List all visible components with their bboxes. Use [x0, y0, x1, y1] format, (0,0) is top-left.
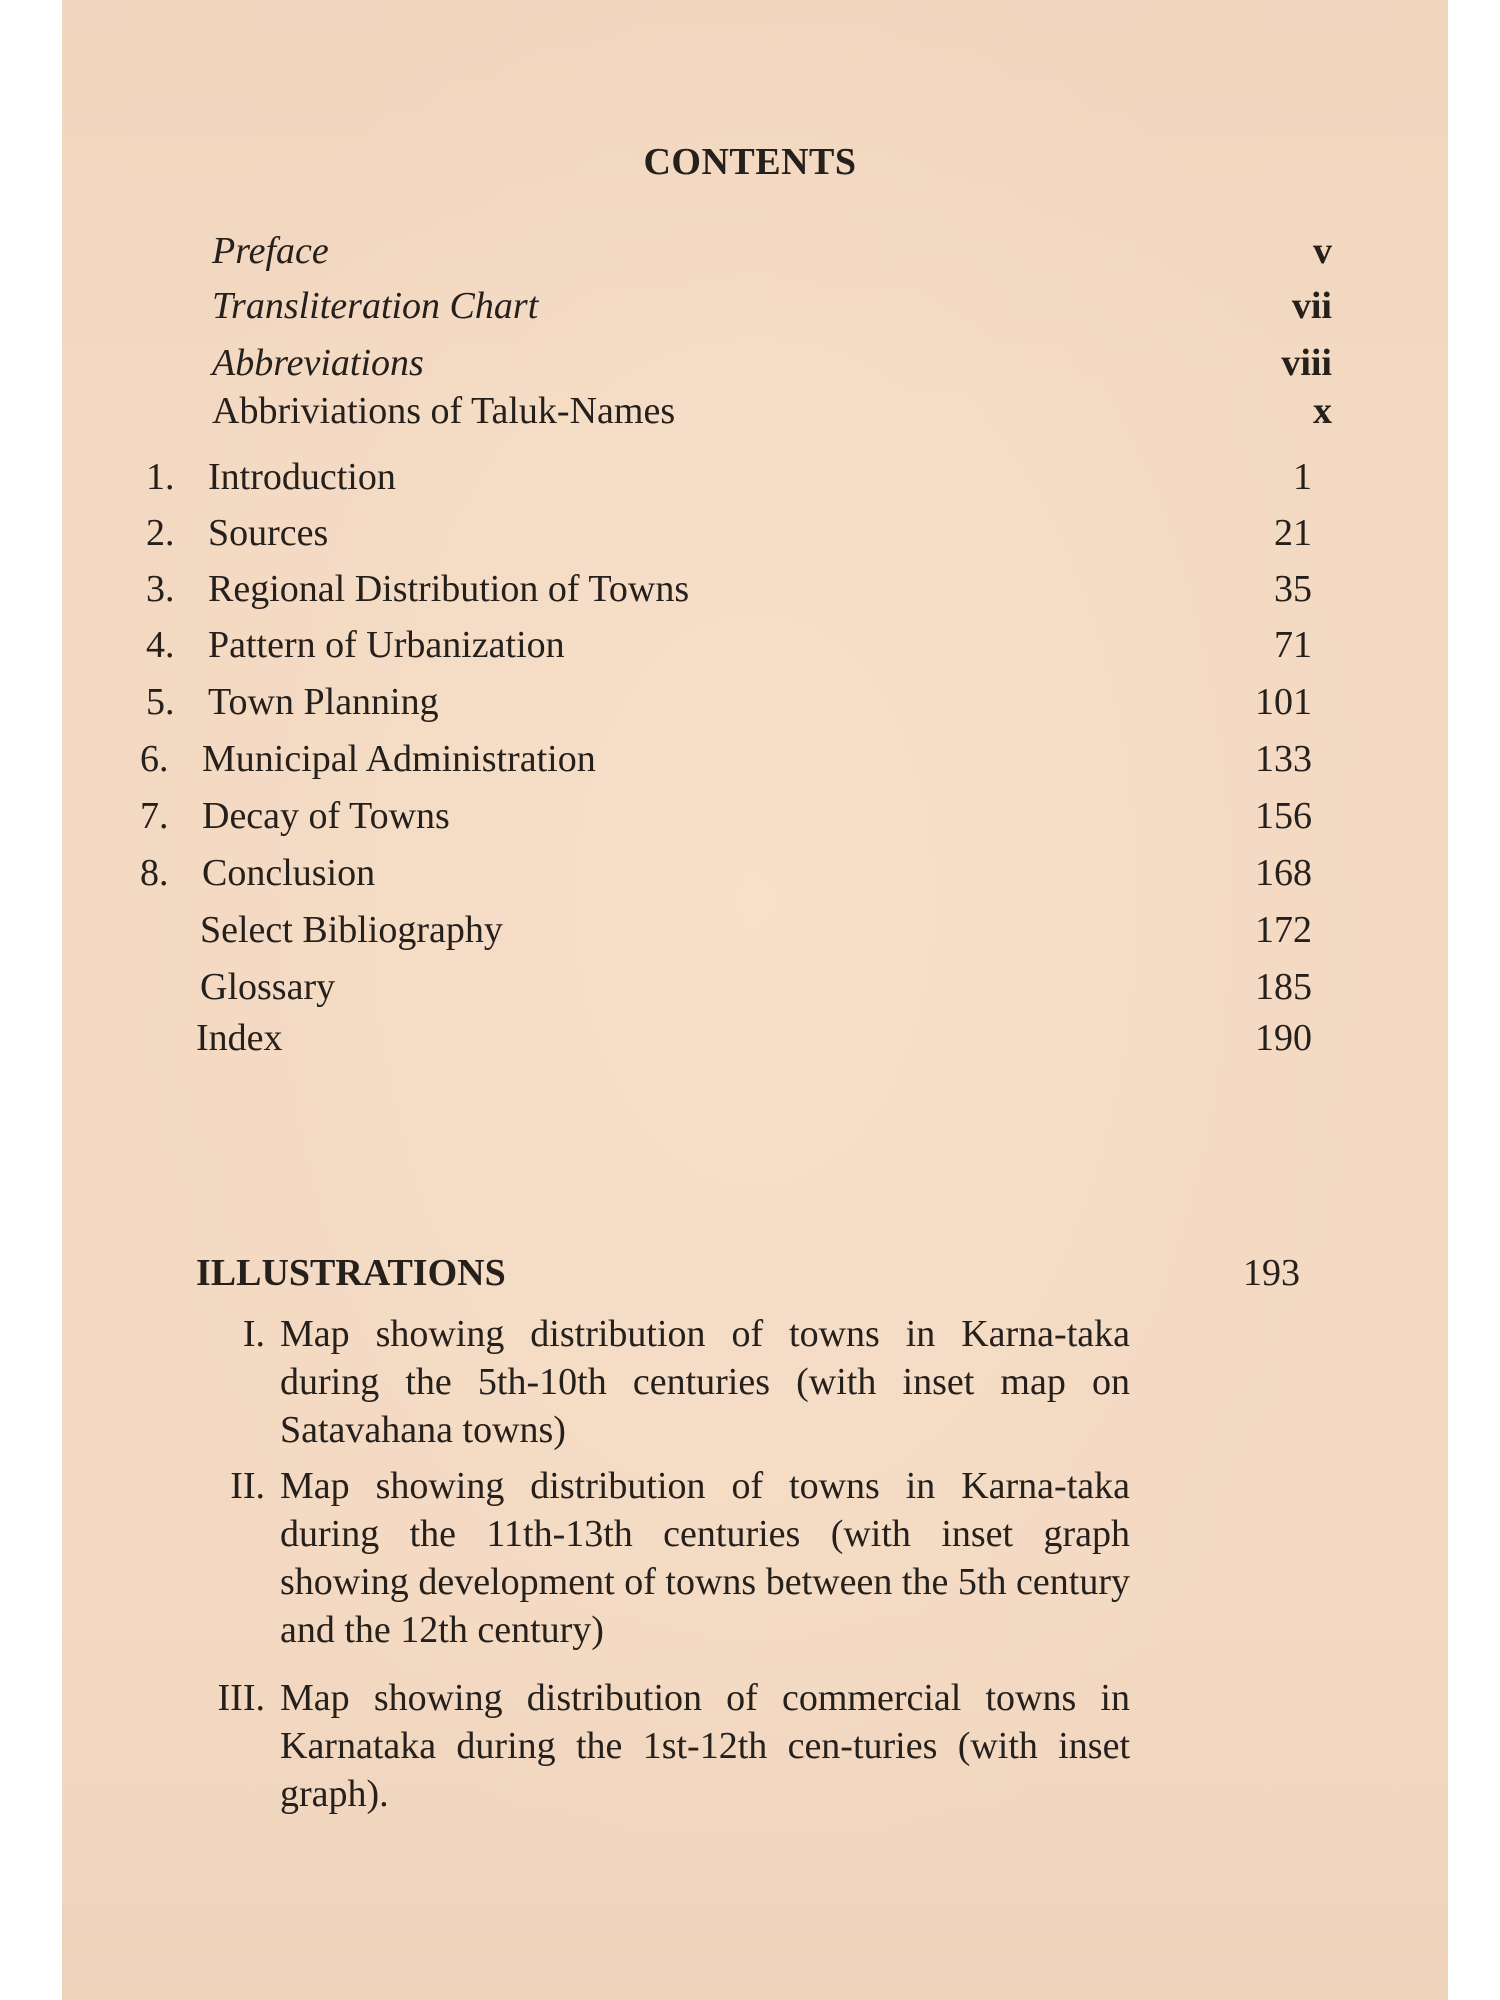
- illustration-numeral: II.: [230, 1465, 265, 1507]
- toc-entry-page: viii: [1281, 342, 1332, 384]
- chapter-title: Conclusion: [202, 852, 376, 894]
- toc-chapter: [140, 791, 1312, 841]
- toc-chapter: [146, 452, 1312, 502]
- toc-entry-page: vii: [1291, 285, 1332, 327]
- chapter-number: 4.: [146, 624, 175, 666]
- toc-entry-title: Abbreviations: [212, 342, 424, 384]
- chapter-number: 1.: [146, 456, 175, 498]
- chapter-page: 101: [1255, 681, 1312, 723]
- illustration-description: Map showing distribution of commercial towns in Karnataka during the 1st-12th cen-turies (with inset graph).: [280, 1677, 1130, 1815]
- chapter-page: 71: [1274, 624, 1312, 666]
- chapter-number: 2.: [146, 512, 175, 554]
- toc-chapter: [140, 734, 1312, 784]
- chapter-title: Regional Distribution of Towns: [208, 568, 690, 610]
- illustration-item: [195, 1674, 1135, 1824]
- illustration-item: [195, 1310, 1135, 1460]
- toc-chapter: [140, 848, 1312, 898]
- chapter-title: Sources: [208, 512, 329, 554]
- chapter-page: 35: [1274, 568, 1312, 610]
- chapter-page: 133: [1255, 738, 1312, 780]
- chapter-number: 5.: [146, 681, 175, 723]
- toc-entry: [200, 905, 1312, 955]
- toc-chapter: [146, 620, 1312, 670]
- chapter-page: 1: [1293, 456, 1312, 498]
- toc-entry-title: Preface: [212, 230, 329, 272]
- toc-entry-page: v: [1313, 230, 1332, 272]
- illustration-numeral: I.: [242, 1313, 265, 1355]
- toc-entry-page: 172: [1255, 909, 1312, 951]
- chapter-number: 6.: [140, 738, 169, 780]
- contents-heading: CONTENTS: [643, 141, 857, 183]
- toc-entry: [212, 386, 1332, 436]
- chapter-title: Introduction: [208, 456, 396, 498]
- illustration-item: [195, 1462, 1135, 1662]
- toc-entry-page: x: [1313, 390, 1332, 432]
- toc-entry-page: 185: [1255, 966, 1312, 1008]
- toc-entry-title: Abbriviations of Taluk-Names: [212, 390, 676, 432]
- chapter-page: 168: [1255, 852, 1312, 894]
- toc-entry-page: 190: [1255, 1017, 1312, 1059]
- toc-entry-title: Index: [196, 1017, 283, 1059]
- chapter-number: 7.: [140, 795, 169, 837]
- chapter-page: 21: [1274, 512, 1312, 554]
- toc-chapter: [146, 508, 1312, 558]
- toc-entry: [212, 226, 1332, 276]
- toc-entry: [200, 962, 1312, 1012]
- chapter-number: 3.: [146, 568, 175, 610]
- toc-chapter: [146, 677, 1312, 727]
- illustrations-heading: ILLUSTRATIONS: [196, 1252, 506, 1294]
- chapter-title: Town Planning: [208, 681, 439, 723]
- toc-chapter: [146, 564, 1312, 614]
- toc-entry: [196, 1013, 1312, 1063]
- illustration-description: Map showing distribution of towns in Karna-taka during the 5th-10th centuries (with inset map on Satavahana towns): [280, 1313, 1130, 1451]
- toc-entry-title: Transliteration Chart: [212, 285, 539, 327]
- chapter-page: 156: [1255, 795, 1312, 837]
- toc-entry: [212, 281, 1332, 331]
- toc-entry-title: Select Bibliography: [200, 909, 503, 951]
- chapter-title: Municipal Administration: [202, 738, 596, 780]
- chapter-title: Pattern of Urbanization: [208, 624, 565, 666]
- illustration-description: Map showing distribution of towns in Karna-taka during the 11th-13th centuries (with inset graph showing development of towns between the 5th century and the 12th century): [280, 1465, 1130, 1651]
- toc-entry: [212, 338, 1332, 388]
- chapter-number: 8.: [140, 852, 169, 894]
- chapter-title: Decay of Towns: [202, 795, 450, 837]
- toc-entry-title: Glossary: [200, 966, 336, 1008]
- illustrations-page: 193: [1243, 1252, 1300, 1294]
- illustration-numeral: III.: [217, 1677, 265, 1719]
